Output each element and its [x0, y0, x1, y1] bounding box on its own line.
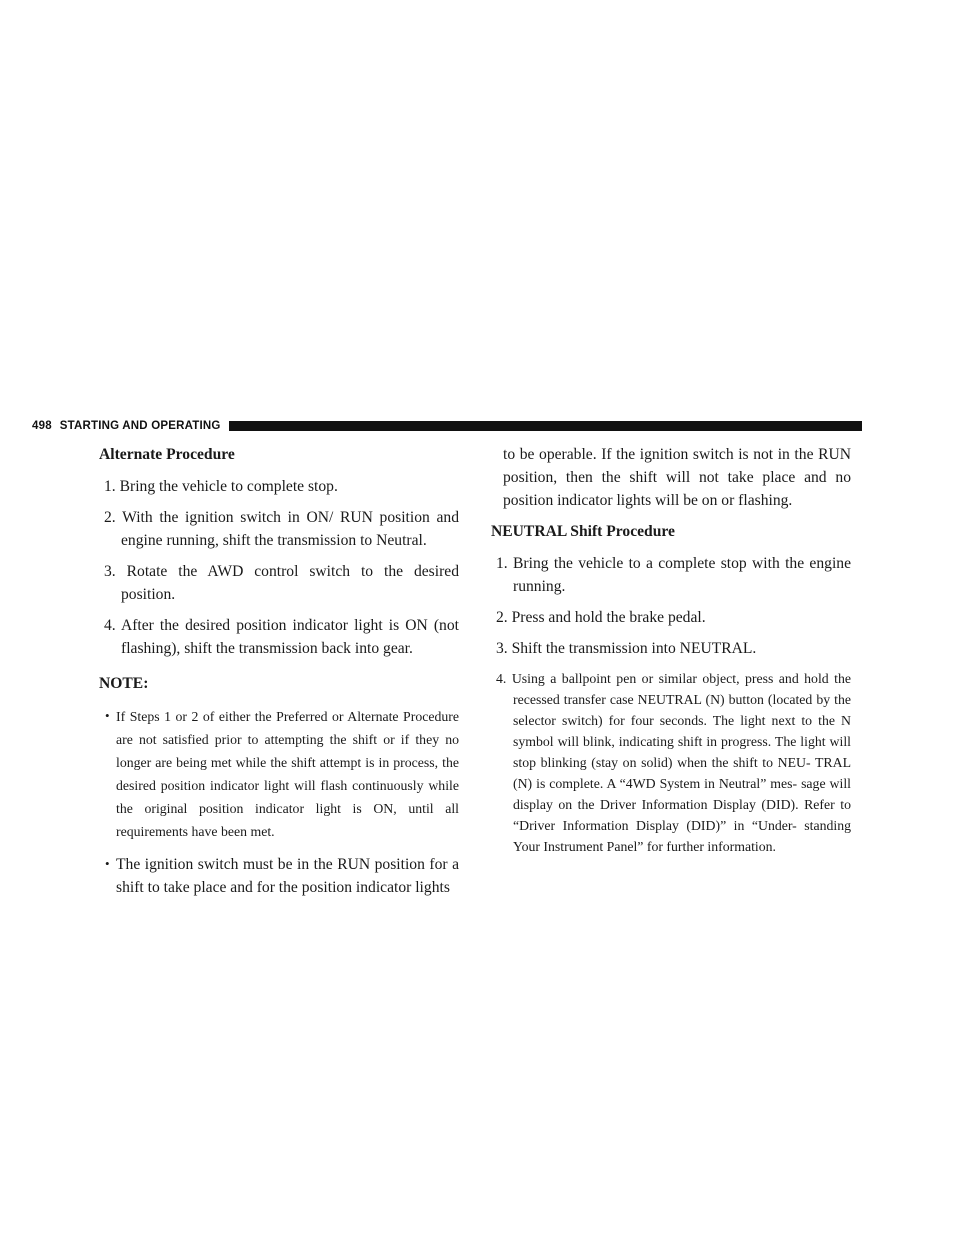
step-number: 1.	[104, 478, 116, 495]
step-number: 2.	[104, 509, 116, 526]
page-header	[32, 419, 862, 433]
step-number: 4.	[104, 617, 116, 634]
note-heading: NOTE:	[99, 675, 149, 692]
step-item	[491, 606, 851, 629]
step-text: After the desired position indicator light is ON (not flashing), shift the transmission back into gear.	[120, 617, 459, 657]
alternate-procedure-heading: Alternate Procedure	[99, 446, 235, 463]
step-item	[99, 614, 459, 660]
step-item	[491, 552, 851, 598]
step-number: 1.	[496, 555, 508, 572]
step-text: With the ignition switch in ON/ RUN position and engine running, shift the transmission to Neutral.	[121, 509, 460, 549]
step-item	[99, 506, 459, 552]
step-item	[491, 668, 851, 857]
continuation-text: to be operable. If the ignition switch is not in the RUN position, then the shift will not take place and no position indicator lights will be on or flashing.	[503, 446, 851, 509]
step-number: 3.	[496, 640, 508, 657]
page-number: 498	[32, 420, 52, 432]
bullet-glyph: •	[105, 856, 110, 871]
header-rule	[229, 421, 862, 431]
note-text: If Steps 1 or 2 of either the Preferred or Alternate Procedure are not satisfied prior to attempting the shift or if they no longer are being met while the shift attempt is in process, the desired position indicator light will flash continuously while the original position indicator light is ON, until all requirements have been met.	[116, 709, 459, 839]
note-bullet	[99, 852, 459, 899]
note-text: The ignition switch must be in the RUN position for a shift to take place and for the position indicator lights	[116, 856, 459, 896]
step-item	[99, 560, 459, 606]
step-text: Bring the vehicle to complete stop.	[119, 478, 338, 495]
step-number: 3.	[104, 563, 116, 580]
step-number: 4.	[496, 671, 507, 686]
step-item	[491, 637, 851, 660]
left-column	[99, 443, 459, 908]
step-number: 2.	[496, 609, 508, 626]
right-column	[491, 443, 851, 865]
bullet-glyph: •	[105, 708, 110, 723]
section-title: STARTING AND OPERATING	[59, 420, 221, 432]
step-text: Bring the vehicle to a complete stop with the engine running.	[513, 555, 852, 595]
step-text: Shift the transmission into NEUTRAL.	[511, 640, 757, 657]
step-text: Press and hold the brake pedal.	[511, 609, 706, 626]
step-text: Rotate the AWD control switch to the desired position.	[121, 563, 459, 603]
step-text: Using a ballpoint pen or similar object, press and hold the recessed transfer case NEUTRAL (N) button (located by the selector switch) for four seconds. The light next to the N symbol will blink, indicating shift in progress. The light will stop blinking (stay on solid) when the shift to NEU- TRAL (N) is complete. A “4WD System in Neutral” mes- sage will display on the Driver Information Display (DID). Refer to “Driver Information Display (DID)” in “Under- standing Your Instrument Panel” for further information.	[511, 671, 851, 854]
neutral-shift-heading: NEUTRAL Shift Procedure	[491, 523, 675, 540]
step-item	[99, 475, 459, 498]
note-bullet	[99, 704, 459, 843]
